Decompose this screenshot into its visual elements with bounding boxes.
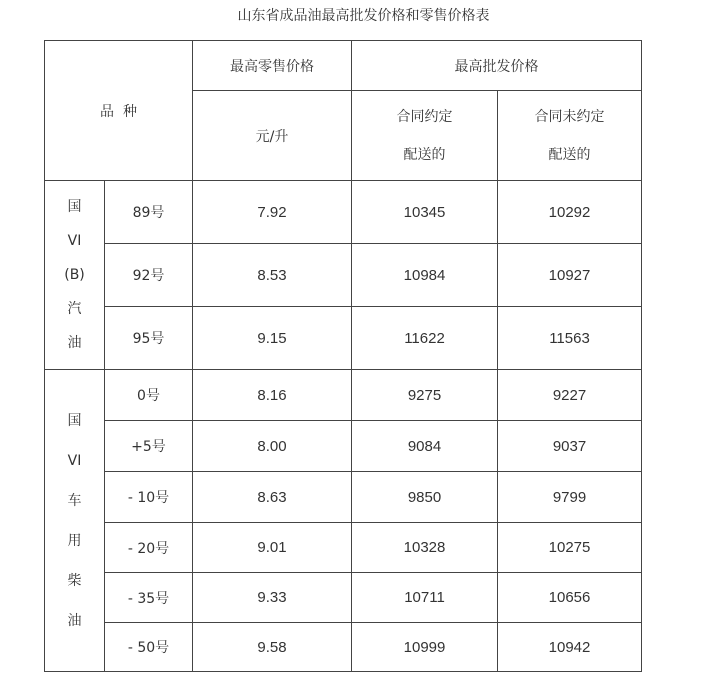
contract-cell: 9084 [407,437,442,455]
header-contract-line2: 配送的 [403,146,446,163]
retail-cell: 8.63 [257,488,287,506]
group-char: 油 [67,335,82,351]
grade-cell: 89号 [132,205,165,221]
grade-cell: +5号 [131,439,166,455]
contract-cell: 9275 [407,386,442,404]
header-contract [352,91,497,180]
header-contract-line1: 合同约定 [396,108,453,125]
grade-cell: - 50号 [127,640,170,656]
retail-cell: 7.92 [257,203,287,221]
grade-cell: - 20号 [127,540,170,557]
contract-cell: 10984 [403,266,446,284]
gasoline-group-label [45,181,104,369]
header-variety: 品 种 [100,103,137,120]
contract-cell: 11622 [404,329,445,347]
group-char: (B) [64,267,85,283]
retail-cell: 9.33 [257,589,287,606]
grade-cell: 0号 [137,388,160,404]
noncontract-cell: 10292 [548,203,591,221]
table-border-bottom [44,671,642,672]
group-char: VI [67,452,82,469]
retail-cell: 9.15 [257,329,287,347]
noncontract-cell: 9799 [552,488,587,506]
group-char: 柴 [67,572,82,589]
group-char: 国 [67,412,82,429]
noncontract-cell: 10942 [548,638,591,656]
header-unit: 元/升 [255,128,289,145]
header-wholesale: 最高批发价格 [454,58,539,75]
noncontract-cell: 9037 [552,437,587,455]
contract-cell: 10345 [403,203,446,221]
group-char: 车 [67,492,82,509]
retail-cell: 8.16 [257,386,287,404]
retail-cell: 8.00 [257,437,287,455]
grade-cell: - 10号 [127,490,170,506]
grade-cell: 92号 [132,268,165,284]
noncontract-cell: 10927 [548,266,591,284]
noncontract-cell: 9227 [552,386,587,404]
group-char: 油 [67,612,82,629]
table-title: 山东省成品油最高批发价格和零售价格表 [237,8,490,24]
grade-cell: - 35号 [127,590,170,607]
header-retail: 最高零售价格 [230,58,314,75]
header-noncontract-line2: 配送的 [548,146,591,163]
retail-cell: 9.01 [257,539,287,556]
table-border-right [641,40,642,672]
noncontract-cell: 11563 [549,329,590,347]
contract-cell: 10999 [403,638,446,656]
header-noncontract [498,91,641,180]
header-noncontract-line1: 合同未约定 [534,108,605,125]
group-char: VI [67,233,82,249]
contract-cell: 10328 [403,539,446,556]
contract-cell: 10711 [404,589,445,606]
retail-cell: 8.53 [257,266,287,284]
noncontract-cell: 10656 [548,589,591,606]
retail-cell: 9.58 [257,638,287,656]
contract-cell: 9850 [407,488,442,506]
price-table [44,40,642,672]
group-char: 汽 [67,301,82,317]
grade-cell: 95号 [132,331,165,347]
group-char: 用 [67,532,82,549]
noncontract-cell: 10275 [548,539,591,556]
diesel-group-label [45,370,104,671]
group-char: 国 [67,199,82,215]
